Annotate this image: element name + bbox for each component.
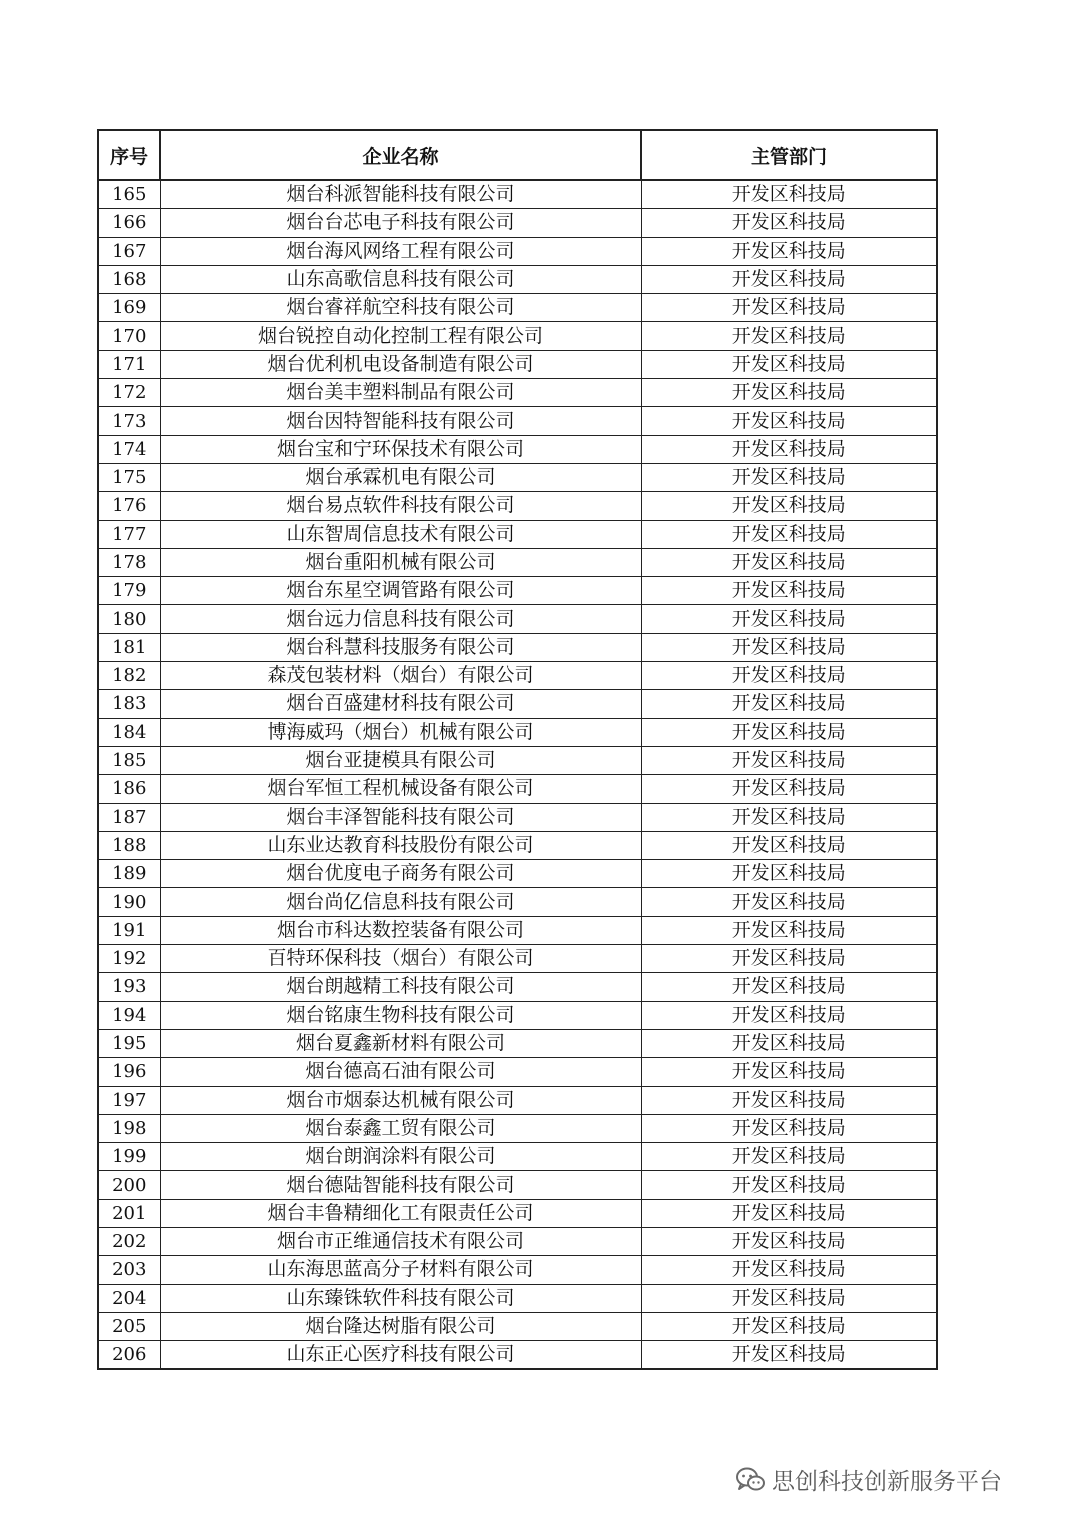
row-company-name: 烟台市科达数控装备有限公司 <box>160 916 641 944</box>
row-department: 开发区科技局 <box>641 718 937 746</box>
row-serial-number: 173 <box>98 407 160 435</box>
table-row <box>98 407 937 435</box>
table-row <box>98 775 937 803</box>
row-serial-number: 175 <box>98 463 160 491</box>
table-row <box>98 1199 937 1227</box>
row-serial-number: 169 <box>98 294 160 322</box>
row-company-name: 烟台科派智能科技有限公司 <box>160 180 641 209</box>
row-serial-number: 201 <box>98 1199 160 1227</box>
row-company-name: 烟台夏鑫新材料有限公司 <box>160 1029 641 1057</box>
row-department: 开发区科技局 <box>641 662 937 690</box>
row-department: 开发区科技局 <box>641 548 937 576</box>
row-department: 开发区科技局 <box>641 1199 937 1227</box>
row-company-name: 烟台丰鲁精细化工有限责任公司 <box>160 1199 641 1227</box>
row-company-name: 烟台因特智能科技有限公司 <box>160 407 641 435</box>
row-department: 开发区科技局 <box>641 322 937 350</box>
table-row <box>98 463 937 491</box>
row-department: 开发区科技局 <box>641 605 937 633</box>
row-department: 开发区科技局 <box>641 1171 937 1199</box>
row-serial-number: 167 <box>98 237 160 265</box>
row-company-name: 山东智周信息技术有限公司 <box>160 520 641 548</box>
row-serial-number: 166 <box>98 209 160 237</box>
row-department: 开发区科技局 <box>641 1001 937 1029</box>
row-department: 开发区科技局 <box>641 1341 937 1370</box>
row-department: 开发区科技局 <box>641 463 937 491</box>
table-body <box>98 180 937 1369</box>
header-company-name: 企业名称 <box>160 130 641 180</box>
row-department: 开发区科技局 <box>641 1058 937 1086</box>
row-company-name: 烟台海风网络工程有限公司 <box>160 237 641 265</box>
row-department: 开发区科技局 <box>641 237 937 265</box>
enterprise-table <box>97 129 938 1370</box>
table-row <box>98 1284 937 1312</box>
table-row <box>98 209 937 237</box>
row-serial-number: 172 <box>98 379 160 407</box>
table-row <box>98 662 937 690</box>
row-serial-number: 176 <box>98 492 160 520</box>
row-company-name: 烟台远力信息科技有限公司 <box>160 605 641 633</box>
row-department: 开发区科技局 <box>641 1143 937 1171</box>
row-company-name: 山东臻铢软件科技有限公司 <box>160 1284 641 1312</box>
row-company-name: 山东正心医疗科技有限公司 <box>160 1341 641 1370</box>
row-serial-number: 188 <box>98 831 160 859</box>
row-serial-number: 195 <box>98 1029 160 1057</box>
table-row <box>98 973 937 1001</box>
row-department: 开发区科技局 <box>641 831 937 859</box>
row-company-name: 烟台优度电子商务有限公司 <box>160 860 641 888</box>
row-serial-number: 204 <box>98 1284 160 1312</box>
row-serial-number: 187 <box>98 803 160 831</box>
row-serial-number: 202 <box>98 1227 160 1255</box>
table-row <box>98 746 937 774</box>
row-department: 开发区科技局 <box>641 577 937 605</box>
row-company-name: 烟台军恒工程机械设备有限公司 <box>160 775 641 803</box>
row-company-name: 烟台宝和宁环保技术有限公司 <box>160 435 641 463</box>
row-company-name: 烟台亚捷模具有限公司 <box>160 746 641 774</box>
table-row <box>98 1086 937 1114</box>
table-row <box>98 322 937 350</box>
row-department: 开发区科技局 <box>641 180 937 209</box>
row-department: 开发区科技局 <box>641 1256 937 1284</box>
table-row <box>98 350 937 378</box>
row-serial-number: 177 <box>98 520 160 548</box>
table-row <box>98 916 937 944</box>
row-department: 开发区科技局 <box>641 945 937 973</box>
table-row <box>98 1029 937 1057</box>
table-row <box>98 831 937 859</box>
row-serial-number: 200 <box>98 1171 160 1199</box>
row-department: 开发区科技局 <box>641 746 937 774</box>
row-company-name: 烟台东星空调管路有限公司 <box>160 577 641 605</box>
row-company-name: 烟台科慧科技服务有限公司 <box>160 633 641 661</box>
row-department: 开发区科技局 <box>641 888 937 916</box>
row-department: 开发区科技局 <box>641 803 937 831</box>
table-row <box>98 548 937 576</box>
table-row <box>98 294 937 322</box>
row-company-name: 烟台承霖机电有限公司 <box>160 463 641 491</box>
row-department: 开发区科技局 <box>641 1029 937 1057</box>
table-row <box>98 1227 937 1255</box>
table-row <box>98 633 937 661</box>
row-company-name: 烟台百盛建材科技有限公司 <box>160 690 641 718</box>
table-row <box>98 1114 937 1142</box>
row-company-name: 烟台德陆智能科技有限公司 <box>160 1171 641 1199</box>
row-serial-number: 180 <box>98 605 160 633</box>
table-row <box>98 690 937 718</box>
row-department: 开发区科技局 <box>641 973 937 1001</box>
row-company-name: 烟台市烟泰达机械有限公司 <box>160 1086 641 1114</box>
row-serial-number: 186 <box>98 775 160 803</box>
watermark-text: 思创科技创新服务平台 <box>772 1469 1002 1495</box>
row-serial-number: 197 <box>98 1086 160 1114</box>
table-row <box>98 435 937 463</box>
watermark <box>736 1463 1002 1496</box>
header-serial-number: 序号 <box>98 130 160 180</box>
table-row <box>98 605 937 633</box>
table-row <box>98 860 937 888</box>
row-company-name: 烟台朗润涂料有限公司 <box>160 1143 641 1171</box>
row-department: 开发区科技局 <box>641 916 937 944</box>
table-row <box>98 803 937 831</box>
row-company-name: 烟台市正维通信技术有限公司 <box>160 1227 641 1255</box>
row-department: 开发区科技局 <box>641 379 937 407</box>
row-company-name: 山东业达教育科技股份有限公司 <box>160 831 641 859</box>
row-company-name: 烟台睿祥航空科技有限公司 <box>160 294 641 322</box>
table-row <box>98 1171 937 1199</box>
row-department: 开发区科技局 <box>641 350 937 378</box>
row-serial-number: 168 <box>98 265 160 293</box>
row-company-name: 森茂包装材料（烟台）有限公司 <box>160 662 641 690</box>
row-serial-number: 196 <box>98 1058 160 1086</box>
row-serial-number: 194 <box>98 1001 160 1029</box>
table-row <box>98 1001 937 1029</box>
table-row <box>98 237 937 265</box>
row-company-name: 博海威玛（烟台）机械有限公司 <box>160 718 641 746</box>
row-department: 开发区科技局 <box>641 492 937 520</box>
row-company-name: 烟台铭康生物科技有限公司 <box>160 1001 641 1029</box>
header-row <box>98 130 937 180</box>
row-serial-number: 178 <box>98 548 160 576</box>
table-row <box>98 379 937 407</box>
row-serial-number: 198 <box>98 1114 160 1142</box>
row-department: 开发区科技局 <box>641 407 937 435</box>
table-row <box>98 945 937 973</box>
header-department: 主管部门 <box>641 130 937 180</box>
table-row <box>98 265 937 293</box>
row-serial-number: 203 <box>98 1256 160 1284</box>
row-department: 开发区科技局 <box>641 1086 937 1114</box>
row-department: 开发区科技局 <box>641 520 937 548</box>
row-department: 开发区科技局 <box>641 435 937 463</box>
row-serial-number: 174 <box>98 435 160 463</box>
row-department: 开发区科技局 <box>641 1114 937 1142</box>
row-company-name: 烟台重阳机械有限公司 <box>160 548 641 576</box>
table-row <box>98 1143 937 1171</box>
row-serial-number: 182 <box>98 662 160 690</box>
row-serial-number: 190 <box>98 888 160 916</box>
row-serial-number: 170 <box>98 322 160 350</box>
row-serial-number: 206 <box>98 1341 160 1370</box>
row-department: 开发区科技局 <box>641 209 937 237</box>
row-serial-number: 185 <box>98 746 160 774</box>
table-row <box>98 1256 937 1284</box>
table-row <box>98 888 937 916</box>
row-serial-number: 191 <box>98 916 160 944</box>
row-company-name: 烟台美丰塑料制品有限公司 <box>160 379 641 407</box>
row-department: 开发区科技局 <box>641 294 937 322</box>
table-header <box>98 130 937 180</box>
row-serial-number: 205 <box>98 1312 160 1340</box>
row-serial-number: 189 <box>98 860 160 888</box>
row-company-name: 烟台泰鑫工贸有限公司 <box>160 1114 641 1142</box>
row-company-name: 百特环保科技（烟台）有限公司 <box>160 945 641 973</box>
row-department: 开发区科技局 <box>641 775 937 803</box>
wechat-icon <box>736 1467 766 1493</box>
row-department: 开发区科技局 <box>641 265 937 293</box>
row-serial-number: 181 <box>98 633 160 661</box>
table-row <box>98 1341 937 1370</box>
row-company-name: 烟台丰泽智能科技有限公司 <box>160 803 641 831</box>
row-company-name: 烟台隆达树脂有限公司 <box>160 1312 641 1340</box>
row-department: 开发区科技局 <box>641 860 937 888</box>
table-row <box>98 520 937 548</box>
row-department: 开发区科技局 <box>641 690 937 718</box>
table-row <box>98 577 937 605</box>
table-row <box>98 180 937 209</box>
row-serial-number: 193 <box>98 973 160 1001</box>
row-serial-number: 179 <box>98 577 160 605</box>
row-company-name: 山东海思蓝高分子材料有限公司 <box>160 1256 641 1284</box>
row-department: 开发区科技局 <box>641 1312 937 1340</box>
row-company-name: 山东高歌信息科技有限公司 <box>160 265 641 293</box>
row-company-name: 烟台易点软件科技有限公司 <box>160 492 641 520</box>
table-row <box>98 492 937 520</box>
row-serial-number: 165 <box>98 180 160 209</box>
row-company-name: 烟台台芯电子科技有限公司 <box>160 209 641 237</box>
row-serial-number: 192 <box>98 945 160 973</box>
row-serial-number: 199 <box>98 1143 160 1171</box>
row-department: 开发区科技局 <box>641 1227 937 1255</box>
row-serial-number: 184 <box>98 718 160 746</box>
row-company-name: 烟台尚亿信息科技有限公司 <box>160 888 641 916</box>
row-company-name: 烟台锐控自动化控制工程有限公司 <box>160 322 641 350</box>
table-row <box>98 1312 937 1340</box>
table-row <box>98 1058 937 1086</box>
row-serial-number: 171 <box>98 350 160 378</box>
row-department: 开发区科技局 <box>641 633 937 661</box>
row-serial-number: 183 <box>98 690 160 718</box>
table-row <box>98 718 937 746</box>
row-company-name: 烟台德高石油有限公司 <box>160 1058 641 1086</box>
row-company-name: 烟台优利机电设备制造有限公司 <box>160 350 641 378</box>
row-company-name: 烟台朗越精工科技有限公司 <box>160 973 641 1001</box>
row-department: 开发区科技局 <box>641 1284 937 1312</box>
